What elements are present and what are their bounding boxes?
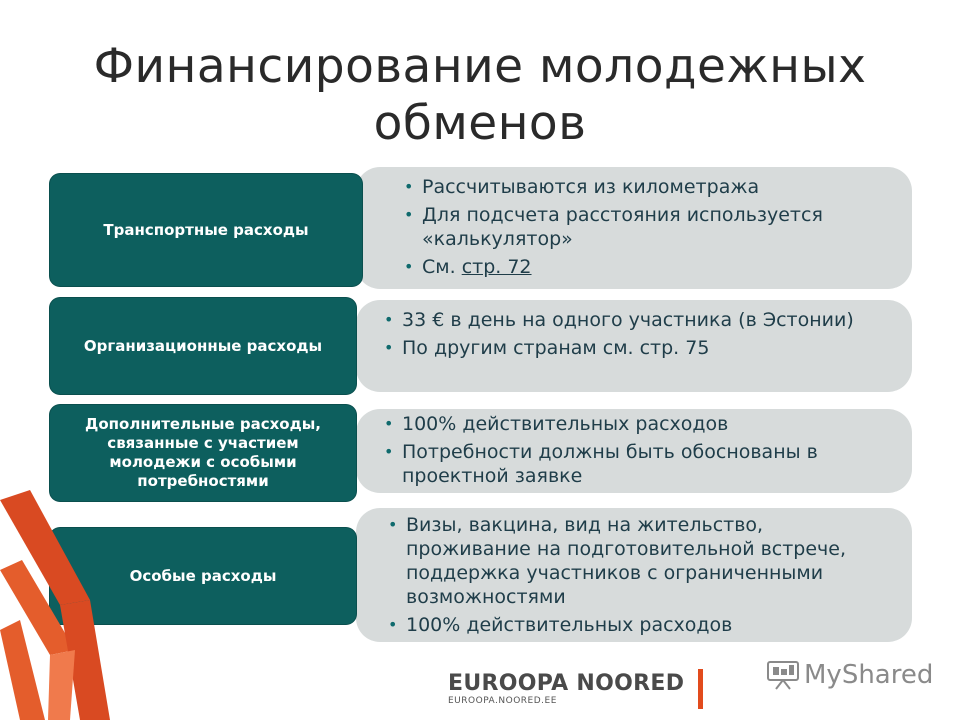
- bullet-item: [404, 255, 892, 279]
- bullet-item: • Для подсчета расстояния используется «калькулятор»: [404, 203, 892, 251]
- decorative-chevrons-icon: [0, 480, 140, 720]
- slide-title-line-2: обменов: [373, 96, 587, 151]
- bullet-item: • Потребности должны быть обоснованы в проектной заявке: [384, 440, 892, 488]
- see-prefix: См.: [422, 256, 462, 278]
- bullet-item: • Визы, вакцина, вид на жительство, проживание на подготовительной встрече, поддержка участников с ограниченными возможностями: [388, 513, 892, 609]
- page-72-link[interactable]: стр. 72: [461, 256, 532, 278]
- slide-title-line-1: Финансирование молодежных: [93, 39, 867, 94]
- transport-costs-content: [356, 167, 912, 289]
- watermark-text: MyShared: [804, 660, 934, 690]
- presentation-icon: [766, 660, 800, 690]
- myshared-watermark: [766, 655, 933, 695]
- organizational-costs-label: Организационные расходы: [50, 298, 356, 394]
- bullet-item: • По другим странам см. стр. 75: [384, 336, 892, 360]
- euroopa-noored-logo: [448, 666, 703, 712]
- logo-main-text: EUROOPA NOORED: [448, 670, 685, 696]
- special-needs-costs-label: Дополнительные расходы, связанные с участием молодежи с особыми потребностями: [50, 405, 356, 501]
- bullet-item: • 100% действительных расходов: [384, 412, 892, 436]
- special-costs-label: Особые расходы: [50, 528, 356, 624]
- bullet-item: • 33 € в день на одного участника (в Эстонии): [384, 308, 892, 332]
- special-needs-costs-content: [356, 409, 912, 493]
- slide-title: [0, 38, 960, 152]
- transport-costs-label: Транспортные расходы: [50, 174, 362, 286]
- logo-bar: [698, 669, 703, 709]
- special-costs-content: [356, 508, 912, 642]
- bullet-item: • 100% действительных расходов: [388, 613, 892, 637]
- bullet-item: • Рассчитываются из километража: [404, 175, 892, 199]
- logo-sub-text: EUROOPA.NOORED.EE: [448, 695, 557, 706]
- organizational-costs-content: [356, 300, 912, 392]
